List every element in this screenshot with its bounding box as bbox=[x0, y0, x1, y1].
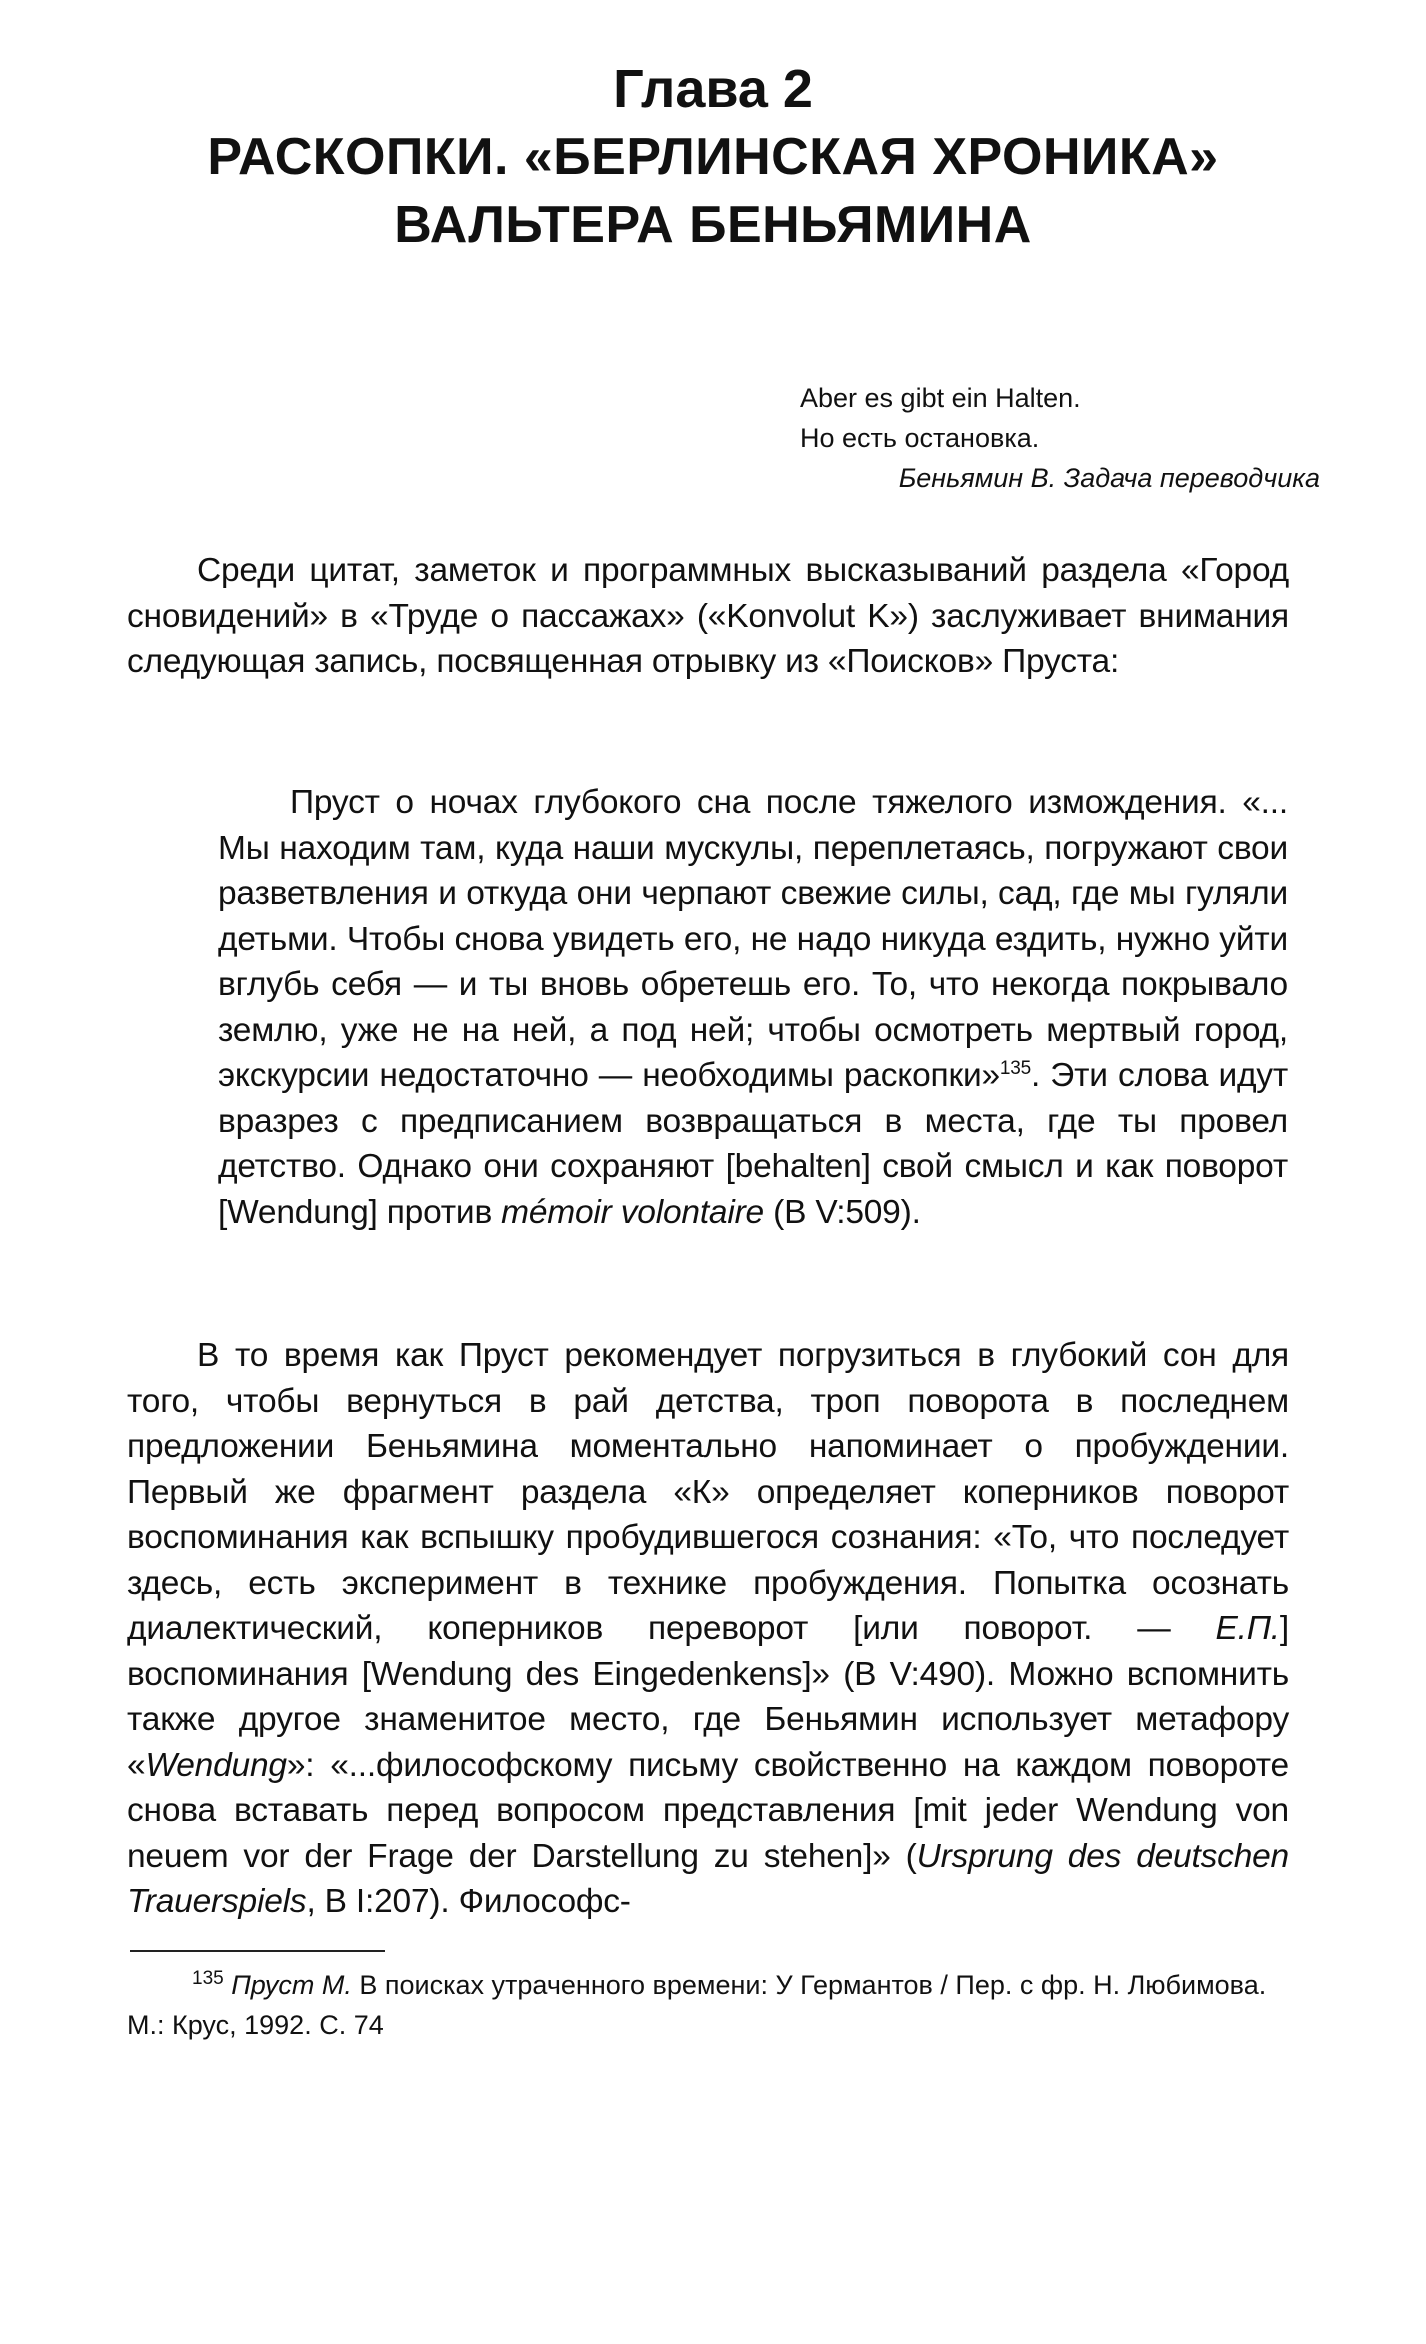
chapter-title-line-1: РАСКОПКИ. «БЕРЛИНСКАЯ ХРОНИКА» bbox=[207, 128, 1219, 186]
footnote bbox=[127, 1965, 1289, 2045]
epigraph-source: Беньямин В. Задача переводчика bbox=[898, 463, 1320, 493]
editor-initials: Е.П. bbox=[1215, 1610, 1280, 1647]
chapter-heading bbox=[0, 55, 1426, 259]
epigraph-translation: Но есть остановка. bbox=[800, 423, 1040, 453]
paragraph-2 bbox=[127, 1333, 1289, 1925]
epigraph bbox=[800, 378, 1320, 498]
metaphor-term: Wendung bbox=[145, 1746, 287, 1784]
chapter-title-line-2: ВАЛЬТЕРА БЕНЬЯМИНА bbox=[394, 196, 1032, 254]
footnote-number: 135 bbox=[192, 1968, 224, 1989]
chapter-number: Глава 2 bbox=[613, 59, 813, 119]
paragraph-2-part-3: »: «...философскому письму свойственно на каждом повороте снова вставать перед вопросом представления [mit jeder Wendung von neuem vor der Frage der Darstellung zu stehen]» ( bbox=[127, 1746, 1289, 1875]
epigraph-original: Aber es gibt ein Halten. bbox=[800, 383, 1081, 413]
quote-text: Пруст о ночах глубокого сна после тяжелого измождения. «... Мы находим там, куда наши мускулы, переплетаясь, погружают свои разветвления и откуда они черпают свежие силы, сад, где мы гуляли детьми. Чтобы снова увидеть его, не надо никуда ездить, нужно уйти вглубь себя — и ты вновь обретешь его. То, что некогда покрывало землю, уже не на ней, а под ней; чтобы осмотреть мертвый город, экскурсии недостаточно — необходимы раскопки» bbox=[218, 784, 1288, 1094]
block-quote bbox=[218, 780, 1288, 1235]
quote-text-after: . Эти слова идут вразрез с предписанием возвращаться в места, где ты провел детство. Однако они сохраняют [behalten] свой смысл и как поворот [Wendung] против bbox=[218, 1057, 1289, 1231]
italic-term: mémoir volontaire bbox=[501, 1193, 764, 1231]
paragraph-2-part-1: В то время как Пруст рекомендует погрузиться в глубокий сон для того, чтобы вернуться в рай детства, троп поворота в последнем предложении Беньямина моментально напоминает о пробуждении. Первый же фрагмент раздела «К» определяет коперников поворот воспоминания как вспышку пробудившегося сознания: «То, что последует здесь, есть эксперимент в технике пробуждения. Попытка осознать диалектический, коперников переворот [или поворот. — bbox=[127, 1337, 1289, 1647]
footnote-author: Пруст М. bbox=[231, 1970, 352, 2000]
footnote-reference[interactable]: 135 bbox=[999, 1057, 1032, 1079]
footnote-text: В поисках утраченного времени: У Германтов / Пер. с фр. Н. Любимова. М.: Крус, 1992. С. 74 bbox=[127, 1970, 1267, 2040]
book-title: Ursprung des deutschen Trauerspiels bbox=[127, 1837, 1289, 1920]
paragraph-2-part-4: , В I:207). Философс- bbox=[306, 1883, 631, 1920]
paragraph-1: Среди цитат, заметок и программных высказываний раздела «Город сновидений» в «Труде о пассажах» («Konvolut K») заслуживает внимания следующая запись, посвященная отрывку из «Поисков» Пруста: bbox=[127, 552, 1289, 680]
quote-text-end: (В V:509). bbox=[764, 1193, 921, 1231]
paragraph-2-part-2: ] воспоминания [Wendung des Eingedenkens]» (В V:490). Можно вспомнить также другое знаменитое место, где Беньямин использует метафору « bbox=[127, 1610, 1289, 1784]
footnote-divider bbox=[130, 1950, 385, 1952]
